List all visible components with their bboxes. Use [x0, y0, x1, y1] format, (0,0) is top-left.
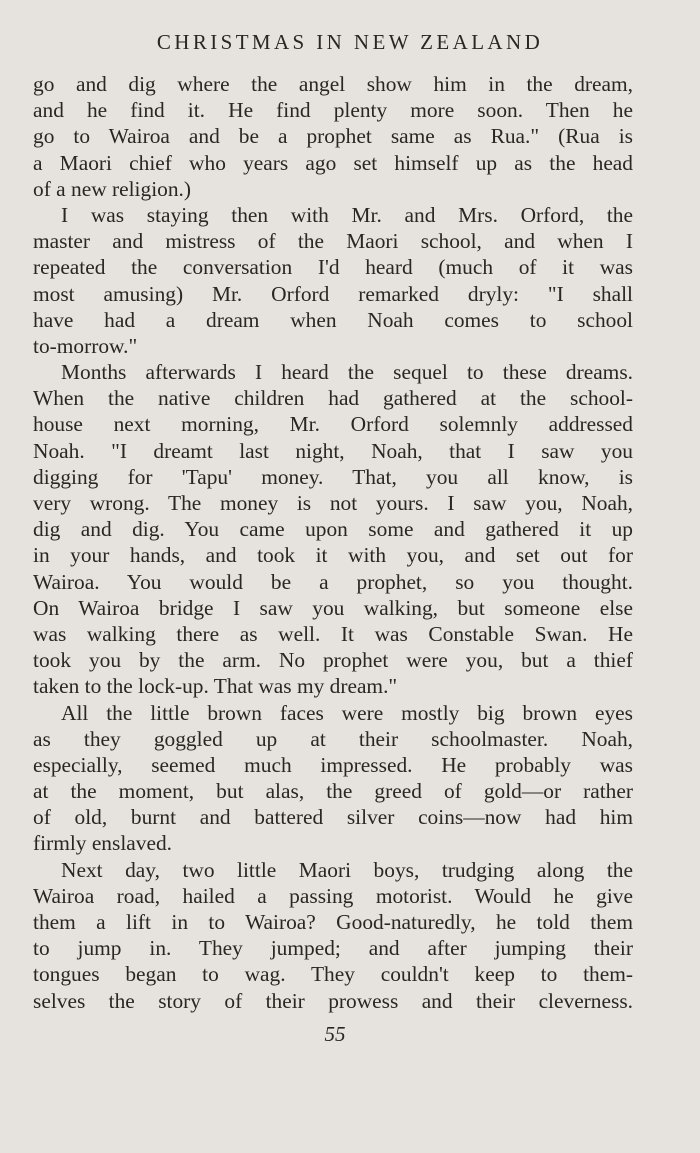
text-line: in your hands, and took it with you, and set out for: [33, 543, 633, 568]
text-line: digging for 'Tapu' money. That, you all know, is: [33, 464, 633, 489]
text-line: especially, seemed much impressed. He probably was: [33, 752, 633, 777]
text-line: Wairoa road, hailed a passing motorist. Would he give: [33, 883, 633, 908]
text-line: have had a dream when Noah comes to school: [33, 307, 633, 332]
paragraph: [33, 700, 633, 857]
text-line: of old, burnt and battered silver coins—now had him: [33, 805, 633, 830]
text-line: and he find it. He find plenty more soon. Then he: [33, 98, 633, 123]
text-line: of a new religion.): [33, 176, 191, 201]
text-line: selves the story of their prowess and their cleverness.: [33, 988, 633, 1013]
text-line: house next morning, Mr. Orford solemnly addressed: [33, 412, 633, 437]
text-line: at the moment, but alas, the greed of gold—or rather: [33, 779, 633, 804]
text-line: was walking there as well. It was Constable Swan. He: [33, 621, 633, 646]
text-line: firmly enslaved.: [33, 831, 172, 856]
text-line: taken to the lock-up. That was my dream.": [33, 674, 398, 699]
page-number: 55: [324, 1022, 346, 1046]
text-line: to jump in. They jumped; and after jumping their: [33, 936, 633, 961]
text-line: most amusing) Mr. Orford remarked dryly: "I shall: [33, 281, 633, 306]
text-line: repeated the conversation I'd heard (much of it was: [33, 255, 633, 280]
text-line: tongues began to wag. They couldn't keep to them-: [33, 962, 633, 987]
text-line: took you by the arm. No prophet were you, but a thief: [33, 648, 633, 673]
text-line: go to Wairoa and be a prophet same as Rua." (Rua is: [33, 124, 633, 149]
text-line: Wairoa. You would be a prophet, so you thought.: [33, 569, 633, 594]
text-line: to-morrow.": [33, 333, 138, 358]
running-head: CHRISTMAS IN NEW ZEALAND: [156, 30, 544, 54]
text-line: as they goggled up at their schoolmaster. Noah,: [33, 726, 633, 751]
body-text: [33, 71, 633, 1014]
text-line: very wrong. The money is not yours. I saw you, Noah,: [33, 491, 633, 515]
text-line: Months afterwards I heard the sequel to these dreams.: [61, 360, 633, 385]
paragraph: [33, 71, 633, 202]
text-line: Noah. "I dreamt last night, Noah, that I saw you: [33, 438, 633, 463]
text-line: master and mistress of the Maori school, and when I: [33, 229, 633, 254]
text-line: I was staying then with Mr. and Mrs. Orford, the: [61, 202, 633, 227]
paragraph: [33, 202, 633, 359]
paragraph: [33, 359, 633, 699]
text-line: When the native children had gathered at the school-: [33, 386, 633, 411]
text-line: On Wairoa bridge I saw you walking, but someone else: [33, 595, 633, 620]
text-line: All the little brown faces were mostly big brown eyes: [61, 700, 633, 725]
text-line: a Maori chief who years ago set himself up as the head: [33, 150, 633, 175]
text-line: dig and dig. You came upon some and gathered it up: [33, 517, 633, 542]
text-line: go and dig where the angel show him in the dream,: [33, 72, 633, 96]
text-line: them a lift in to Wairoa? Good-naturedly, he told them: [33, 910, 633, 934]
paragraph: [33, 857, 633, 1014]
text-line: Next day, two little Maori boys, trudging along the: [61, 857, 633, 882]
